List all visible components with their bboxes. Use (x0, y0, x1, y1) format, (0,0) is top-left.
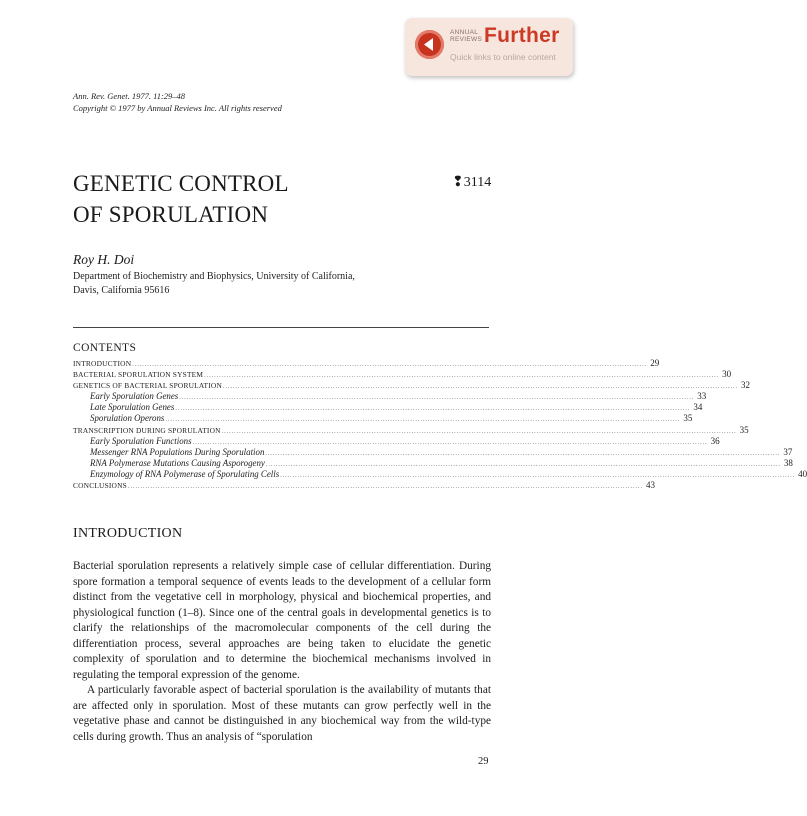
toc-entry-page: 37 (783, 446, 793, 457)
divider (73, 327, 489, 328)
toc-leader-dots: .............................................................................................................................................................................................................. (192, 439, 708, 446)
paragraph: A particularly favorable aspect of bacterial sporulation is the availability of mutants that are affected only in sporulation. Most of these mutants can grow perfectly well in the vegetative phase and cannot be distinguished in any biochemical way from the wild-type cells during growth. Thus an analysis of “sporulation (73, 684, 491, 744)
toc-entry[interactable] (73, 468, 807, 480)
toc-entry-page: 33 (697, 391, 707, 402)
toc-entry[interactable] (73, 380, 751, 391)
toc-entry[interactable] (73, 413, 693, 424)
toc-entry-page: 40 (798, 468, 807, 479)
toc-entry-page: 34 (693, 402, 703, 413)
body-text (73, 559, 491, 746)
toc-entry-page: 35 (739, 424, 749, 435)
toc-entry-label: Sporulation Operons (90, 413, 165, 424)
section-heading-introduction: INTRODUCTION (73, 526, 183, 541)
toc-leader-dots: .............................................................................................................................................................................................................. (221, 428, 737, 435)
toc-leader-dots: .............................................................................................................................................................................................................. (265, 461, 781, 468)
further-badge-subtitle: Quick links to online content (450, 52, 556, 62)
toc-entry-page: 38 (783, 457, 793, 468)
toc-entry-page: 30 (722, 369, 732, 380)
annual-reviews-logo-icon (415, 30, 444, 59)
toc-entry-label: BACTERIAL SPORULATION SYSTEM (73, 370, 204, 380)
toc-leader-dots: .............................................................................................................................................................................................................. (127, 484, 643, 491)
toc-entry[interactable] (73, 402, 703, 413)
toc-entry-page: 35 (683, 413, 693, 424)
toc-leader-dots: .............................................................................................................................................................................................................. (175, 406, 691, 413)
toc-entry[interactable] (73, 480, 655, 491)
contents-heading: CONTENTS (73, 342, 137, 354)
table-of-contents (73, 358, 807, 491)
article-title: GENETIC CONTROL OF SPORULATION (73, 171, 289, 227)
toc-entry[interactable] (73, 391, 707, 402)
toc-entry[interactable] (73, 358, 660, 369)
toc-leader-dots: .............................................................................................................................................................................................................. (204, 373, 720, 380)
toc-leader-dots: .............................................................................................................................................................................................................. (265, 450, 781, 457)
toc-entry-label: Early Sporulation Genes (90, 391, 179, 402)
toc-leader-dots: .............................................................................................................................................................................................................. (280, 472, 796, 479)
further-badge[interactable] (405, 18, 573, 76)
citation (73, 91, 282, 114)
author-name: Roy H. Doi (73, 252, 135, 267)
toc-entry-label: Messenger RNA Populations During Sporulation (90, 446, 265, 457)
toc-leader-dots: .............................................................................................................................................................................................................. (223, 384, 739, 391)
toc-entry-label: RNA Polymerase Mutations Causing Asporogeny (90, 457, 265, 468)
toc-entry-page: 43 (645, 480, 655, 491)
further-badge-title: Further (484, 24, 560, 47)
further-badge-brand: ANNUAL REVIEWS (450, 29, 483, 43)
toc-entry[interactable] (73, 435, 720, 447)
toc-entry[interactable] (73, 457, 793, 469)
toc-leader-dots: .............................................................................................................................................................................................................. (165, 417, 681, 424)
toc-entry-label: Late Sporulation Genes (90, 402, 175, 413)
page-number: 29 (478, 756, 489, 767)
toc-entry-page: 32 (741, 380, 751, 391)
toc-entry-label: TRANSCRIPTION DURING SPORULATION (73, 425, 221, 435)
toc-entry-label: INTRODUCTION (73, 359, 132, 368)
toc-entry-label: Enzymology of RNA Polymerase of Sporulating Cells (90, 468, 280, 479)
citation-journal: Ann. Rev. Genet. 1977. 11:29–48 (73, 91, 186, 101)
citation-copyright: Copyright © 1977 by Annual Reviews Inc. All rights reserved (73, 102, 282, 113)
toc-entry-page: 29 (650, 358, 660, 368)
toc-entry[interactable] (73, 424, 749, 436)
toc-leader-dots: .............................................................................................................................................................................................................. (132, 362, 648, 368)
toc-entry-label: CONCLUSIONS (73, 481, 127, 491)
author-affiliation: Department of Biochemistry and Biophysics, University of California, Davis, California 95616 (73, 271, 355, 296)
toc-entry-label: Early Sporulation Functions (90, 435, 192, 446)
toc-entry-label: GENETICS OF BACTERIAL SPORULATION (73, 381, 223, 391)
paragraph: Bacterial sporulation represents a relatively simple case of cellular differentiation. During spore formation a temporal sequence of events leads to the development of a cellular form distinct from the vegetative cell in morphology, physical and biochemical properties, and physiological function (1–8). Since one of the central goals in developmental genetics is to clarify the relationships of the macromolecular components of the cell during the differentiation process, several approaches are being taken to elucidate the genetic complexity of sporulation and to determine the biochemical mechanisms involved in regulating the temporal expression of the genome. (73, 560, 491, 681)
toc-entry-page: 36 (710, 435, 720, 446)
toc-leader-dots: .............................................................................................................................................................................................................. (179, 395, 695, 402)
toc-entry[interactable] (73, 446, 793, 458)
toc-entry[interactable] (73, 369, 732, 380)
article-number: ❢3114 (452, 175, 492, 190)
